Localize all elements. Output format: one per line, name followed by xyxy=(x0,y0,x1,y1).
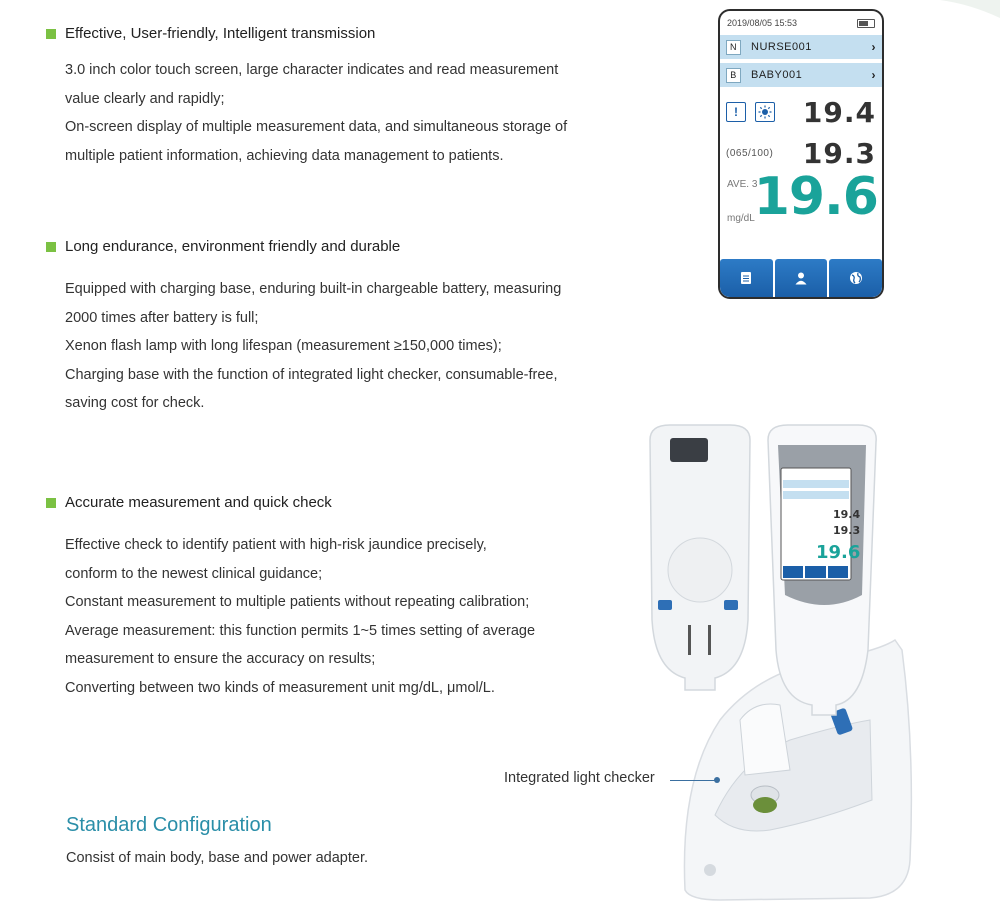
body-line: conform to the newest clinical guidance; xyxy=(65,565,323,582)
average-label: AVE. 3 xyxy=(727,179,758,190)
callout-dot xyxy=(714,777,720,783)
feature-section-1 xyxy=(46,25,606,170)
standard-configuration-body: Consist of main body, base and power adapter. xyxy=(66,850,369,866)
screen-datetime: 2019/08/05 15:53 xyxy=(727,18,798,28)
body-line: 2000 times after battery is full; xyxy=(65,309,259,326)
body-line: Constant measurement to multiple patients without repeating calibration; xyxy=(65,594,530,610)
feature-heading-3 xyxy=(46,494,606,511)
bullet-square-icon xyxy=(46,498,56,508)
bullet-square-icon xyxy=(46,29,56,39)
average-row xyxy=(720,167,882,235)
svg-text:19.4: 19.4 xyxy=(833,508,861,521)
chevron-right-icon: › xyxy=(871,40,876,54)
patient-button[interactable] xyxy=(775,259,828,297)
reading-2: 19.3 xyxy=(802,136,876,170)
alert-icon: ! xyxy=(726,102,746,122)
jaundice-meter-illustration xyxy=(640,420,940,910)
body-line: On-screen display of multiple measurement data, and simultaneous storage of xyxy=(65,119,568,135)
feature-heading-2 xyxy=(46,238,606,255)
body-line: Effective check to identify patient with high-risk jaundice precisely, xyxy=(65,537,487,553)
body-line: Equipped with charging base, enduring built-in chargeable battery, measuring xyxy=(65,281,562,297)
body-line: Converting between two kinds of measurement unit mg/dL, μmol/L. xyxy=(65,679,495,696)
device-screen-display xyxy=(718,9,884,299)
body-line: saving cost for check. xyxy=(65,395,205,411)
nurse-tag: N xyxy=(726,40,741,55)
callout-label: Integrated light checker xyxy=(504,770,655,786)
unit-label: mg/dL xyxy=(727,213,755,224)
svg-text:19.6: 19.6 xyxy=(816,542,861,563)
body-line: measurement to ensure the accuracy on results; xyxy=(65,651,376,667)
person-icon xyxy=(794,271,808,285)
battery-icon xyxy=(857,19,875,28)
heading-text: Long endurance, environment friendly and durable xyxy=(65,238,401,255)
svg-text:19.3: 19.3 xyxy=(833,524,861,537)
nurse-id: NURSE001 xyxy=(751,41,812,53)
body-line: Charging base with the function of integrated light checker, consumable-free, xyxy=(65,366,558,383)
chevron-right-icon: › xyxy=(871,68,876,82)
feature-body-1 xyxy=(65,56,606,170)
records-button[interactable] xyxy=(720,259,773,297)
feature-section-2 xyxy=(46,238,606,418)
feature-body-2 xyxy=(65,275,606,418)
measurement-count: (065/100) xyxy=(726,147,774,159)
bullet-square-icon xyxy=(46,242,56,252)
sun-icon xyxy=(755,102,775,122)
reading-1: 19.4 xyxy=(802,95,876,129)
baby-row[interactable] xyxy=(720,63,882,87)
body-line: 3.0 inch color touch screen, large character indicates and read measurement xyxy=(65,62,559,78)
average-reading: 19.6 xyxy=(753,167,878,227)
body-line: Xenon flash lamp with long lifespan (measurement ≥150,000 times); xyxy=(65,338,502,354)
feature-heading-1 xyxy=(46,25,606,42)
screen-button-bar xyxy=(720,259,882,297)
standard-configuration-title: Standard Configuration xyxy=(66,814,272,836)
nurse-row[interactable] xyxy=(720,35,882,59)
feature-body-3 xyxy=(65,531,606,702)
baby-id: BABY001 xyxy=(751,69,803,81)
heading-text: Accurate measurement and quick check xyxy=(65,494,332,511)
reading-row-1 xyxy=(720,91,882,133)
document-icon xyxy=(740,271,752,285)
body-line: multiple patient information, achieving data management to patients. xyxy=(65,147,504,164)
corner-decoration xyxy=(940,0,1000,20)
callout-line xyxy=(670,780,716,781)
baby-tag: B xyxy=(726,68,741,83)
heading-text: Effective, User-friendly, Intelligent transmission xyxy=(65,25,376,42)
feature-section-3 xyxy=(46,494,606,702)
globe-icon xyxy=(849,271,863,285)
network-button[interactable] xyxy=(829,259,882,297)
screen-status-bar xyxy=(720,11,882,35)
body-line: value clearly and rapidly; xyxy=(65,90,225,107)
body-line: Average measurement: this function permits 1~5 times setting of average xyxy=(65,622,536,639)
